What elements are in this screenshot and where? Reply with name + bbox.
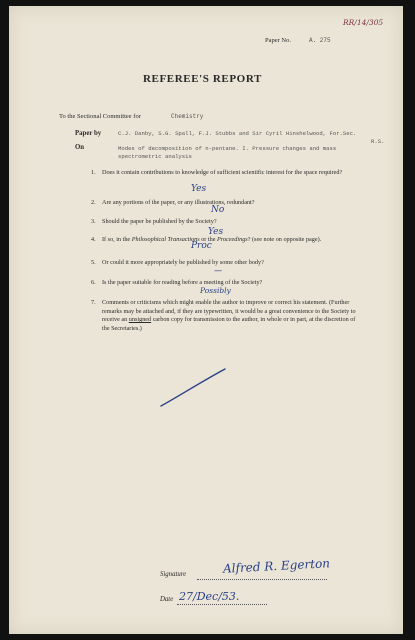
question-2-text: Are any portions of the paper, or any illustrations, redundant?: [102, 199, 255, 206]
question-4-number: 4.: [91, 236, 96, 243]
archive-reference: RR/14/305: [343, 18, 384, 27]
handwritten-pen-stroke: [159, 366, 229, 408]
committee-label: To the Sectional Committee for: [59, 113, 141, 120]
answer-3-handwritten: Yes: [208, 227, 224, 237]
question-7-number: 7.: [91, 299, 96, 306]
question-4-phil-trans: Philosophical Transactions: [131, 236, 200, 243]
question-6-number: 6.: [91, 279, 96, 286]
signature-label: Signature: [160, 571, 187, 578]
answer-5-handwritten: —: [214, 266, 222, 275]
date-line: [177, 604, 267, 605]
question-5-number: 5.: [91, 259, 96, 266]
paper-by-label: Paper by: [75, 130, 102, 137]
referee-report-page: [9, 6, 403, 634]
answer-2-handwritten: No: [211, 205, 225, 215]
question-7-unsigned: unsigned: [128, 316, 152, 324]
answer-1-handwritten: Yes: [191, 184, 207, 194]
committee-value: Chemistry: [171, 113, 204, 120]
question-4-proceedings: Proceedings: [217, 236, 248, 243]
on-label: On: [75, 144, 85, 151]
answer-6-handwritten: Possibly: [200, 286, 231, 295]
authors-line-1: C.J. Danby, S.G. Spall, F.J. Stubbs and Sir Cyril Hinshelwood, For.Sec.: [118, 130, 357, 137]
question-7-text-b: carbon copy for transmission to the author, in whole or in part, at the discretion of the Secretaries.): [102, 316, 356, 332]
question-5-text: Or could it more appropriately be published by some other body?: [102, 259, 264, 266]
date-label: Date: [160, 596, 174, 603]
question-1-text: Does it contain contributions to knowledge of sufficient scientific interest for the space required?: [102, 169, 343, 176]
subject-line-1: Modes of decomposition of n-pentane. I. Pressure changes and mass: [118, 145, 337, 152]
question-1-number: 1.: [91, 169, 96, 176]
authors-line-2: R.S.: [371, 138, 385, 145]
question-6-text: Is the paper suitable for reading before a meeting of the Society?: [102, 279, 263, 286]
signature-value: Alfred R. Egerton: [222, 556, 331, 576]
question-3-text: Should the paper be published by the Society?: [102, 218, 217, 225]
paper-number-label: Paper No.: [265, 37, 291, 44]
question-7-text-a: Comments or criticisms which might enable the author to improve or correct his statement. (Further remarks may be attached and, if they are typewritten, it would be a great convenience to the Society to receive an: [102, 299, 356, 324]
question-4-text-a: If so, in the: [102, 236, 132, 243]
paper-number-value: A. 275: [309, 37, 331, 44]
question-2-number: 2.: [91, 199, 96, 206]
date-value: 27/Dec/53.: [179, 590, 240, 603]
subject-line-2: spectrometric analysis: [118, 153, 192, 160]
question-4-text-b: or the: [199, 236, 217, 243]
question-4-text-c: ? (see note on opposite page).: [247, 236, 322, 243]
question-3-number: 3.: [91, 218, 96, 225]
answer-4-handwritten: Proc: [191, 241, 212, 251]
signature-line: [197, 579, 327, 580]
report-title: REFEREE'S REPORT: [143, 73, 262, 85]
